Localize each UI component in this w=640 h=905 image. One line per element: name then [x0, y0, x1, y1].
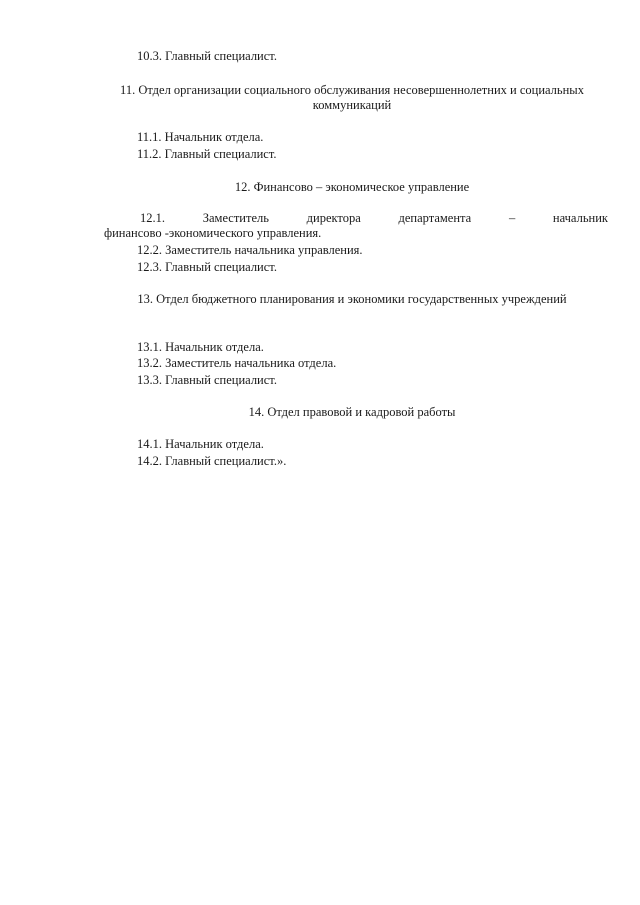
- item-12-1-word: департамента: [398, 211, 472, 225]
- heading-14: 14. Отдел правовой и кадровой работы: [248, 405, 456, 419]
- item-13-3: 13.3. Главный специалист.: [137, 373, 277, 387]
- item-12-1-word: 12.1.: [140, 211, 165, 225]
- heading-13: 13. Отдел бюджетного планирования и экономики государственных учреждений: [137, 292, 567, 306]
- heading-11: 11. Отдел организации социального обслуживания несовершеннолетних и социальных коммуникаций: [120, 83, 584, 112]
- item-12-1-first-line: [104, 211, 608, 226]
- item-13-2: 13.2. Заместитель начальника отдела.: [137, 356, 337, 370]
- item-12-3: 12.3. Главный специалист.: [137, 260, 277, 274]
- item-12-1-word: начальник: [552, 211, 608, 225]
- item-11-2: 11.2. Главный специалист.: [137, 147, 277, 161]
- item-12-1-word: –: [508, 211, 516, 225]
- item-12-1-word: Заместитель: [202, 211, 269, 225]
- item-13-1: 13.1. Начальник отдела.: [137, 340, 264, 354]
- item-12-1-continuation: финансово -экономического управления.: [104, 226, 322, 240]
- item-11-1: 11.1. Начальник отдела.: [137, 130, 264, 144]
- item-14-1: 14.1. Начальник отдела.: [137, 437, 264, 451]
- item-14-2: 14.2. Главный специалист.».: [137, 454, 287, 468]
- item-12-2: 12.2. Заместитель начальника управления.: [137, 243, 363, 257]
- item-12-1: [104, 211, 608, 241]
- item-10-3: 10.3. Главный специалист.: [137, 49, 277, 63]
- item-12-1-word: директора: [306, 211, 361, 225]
- heading-12: 12. Финансово – экономическое управление: [234, 180, 470, 194]
